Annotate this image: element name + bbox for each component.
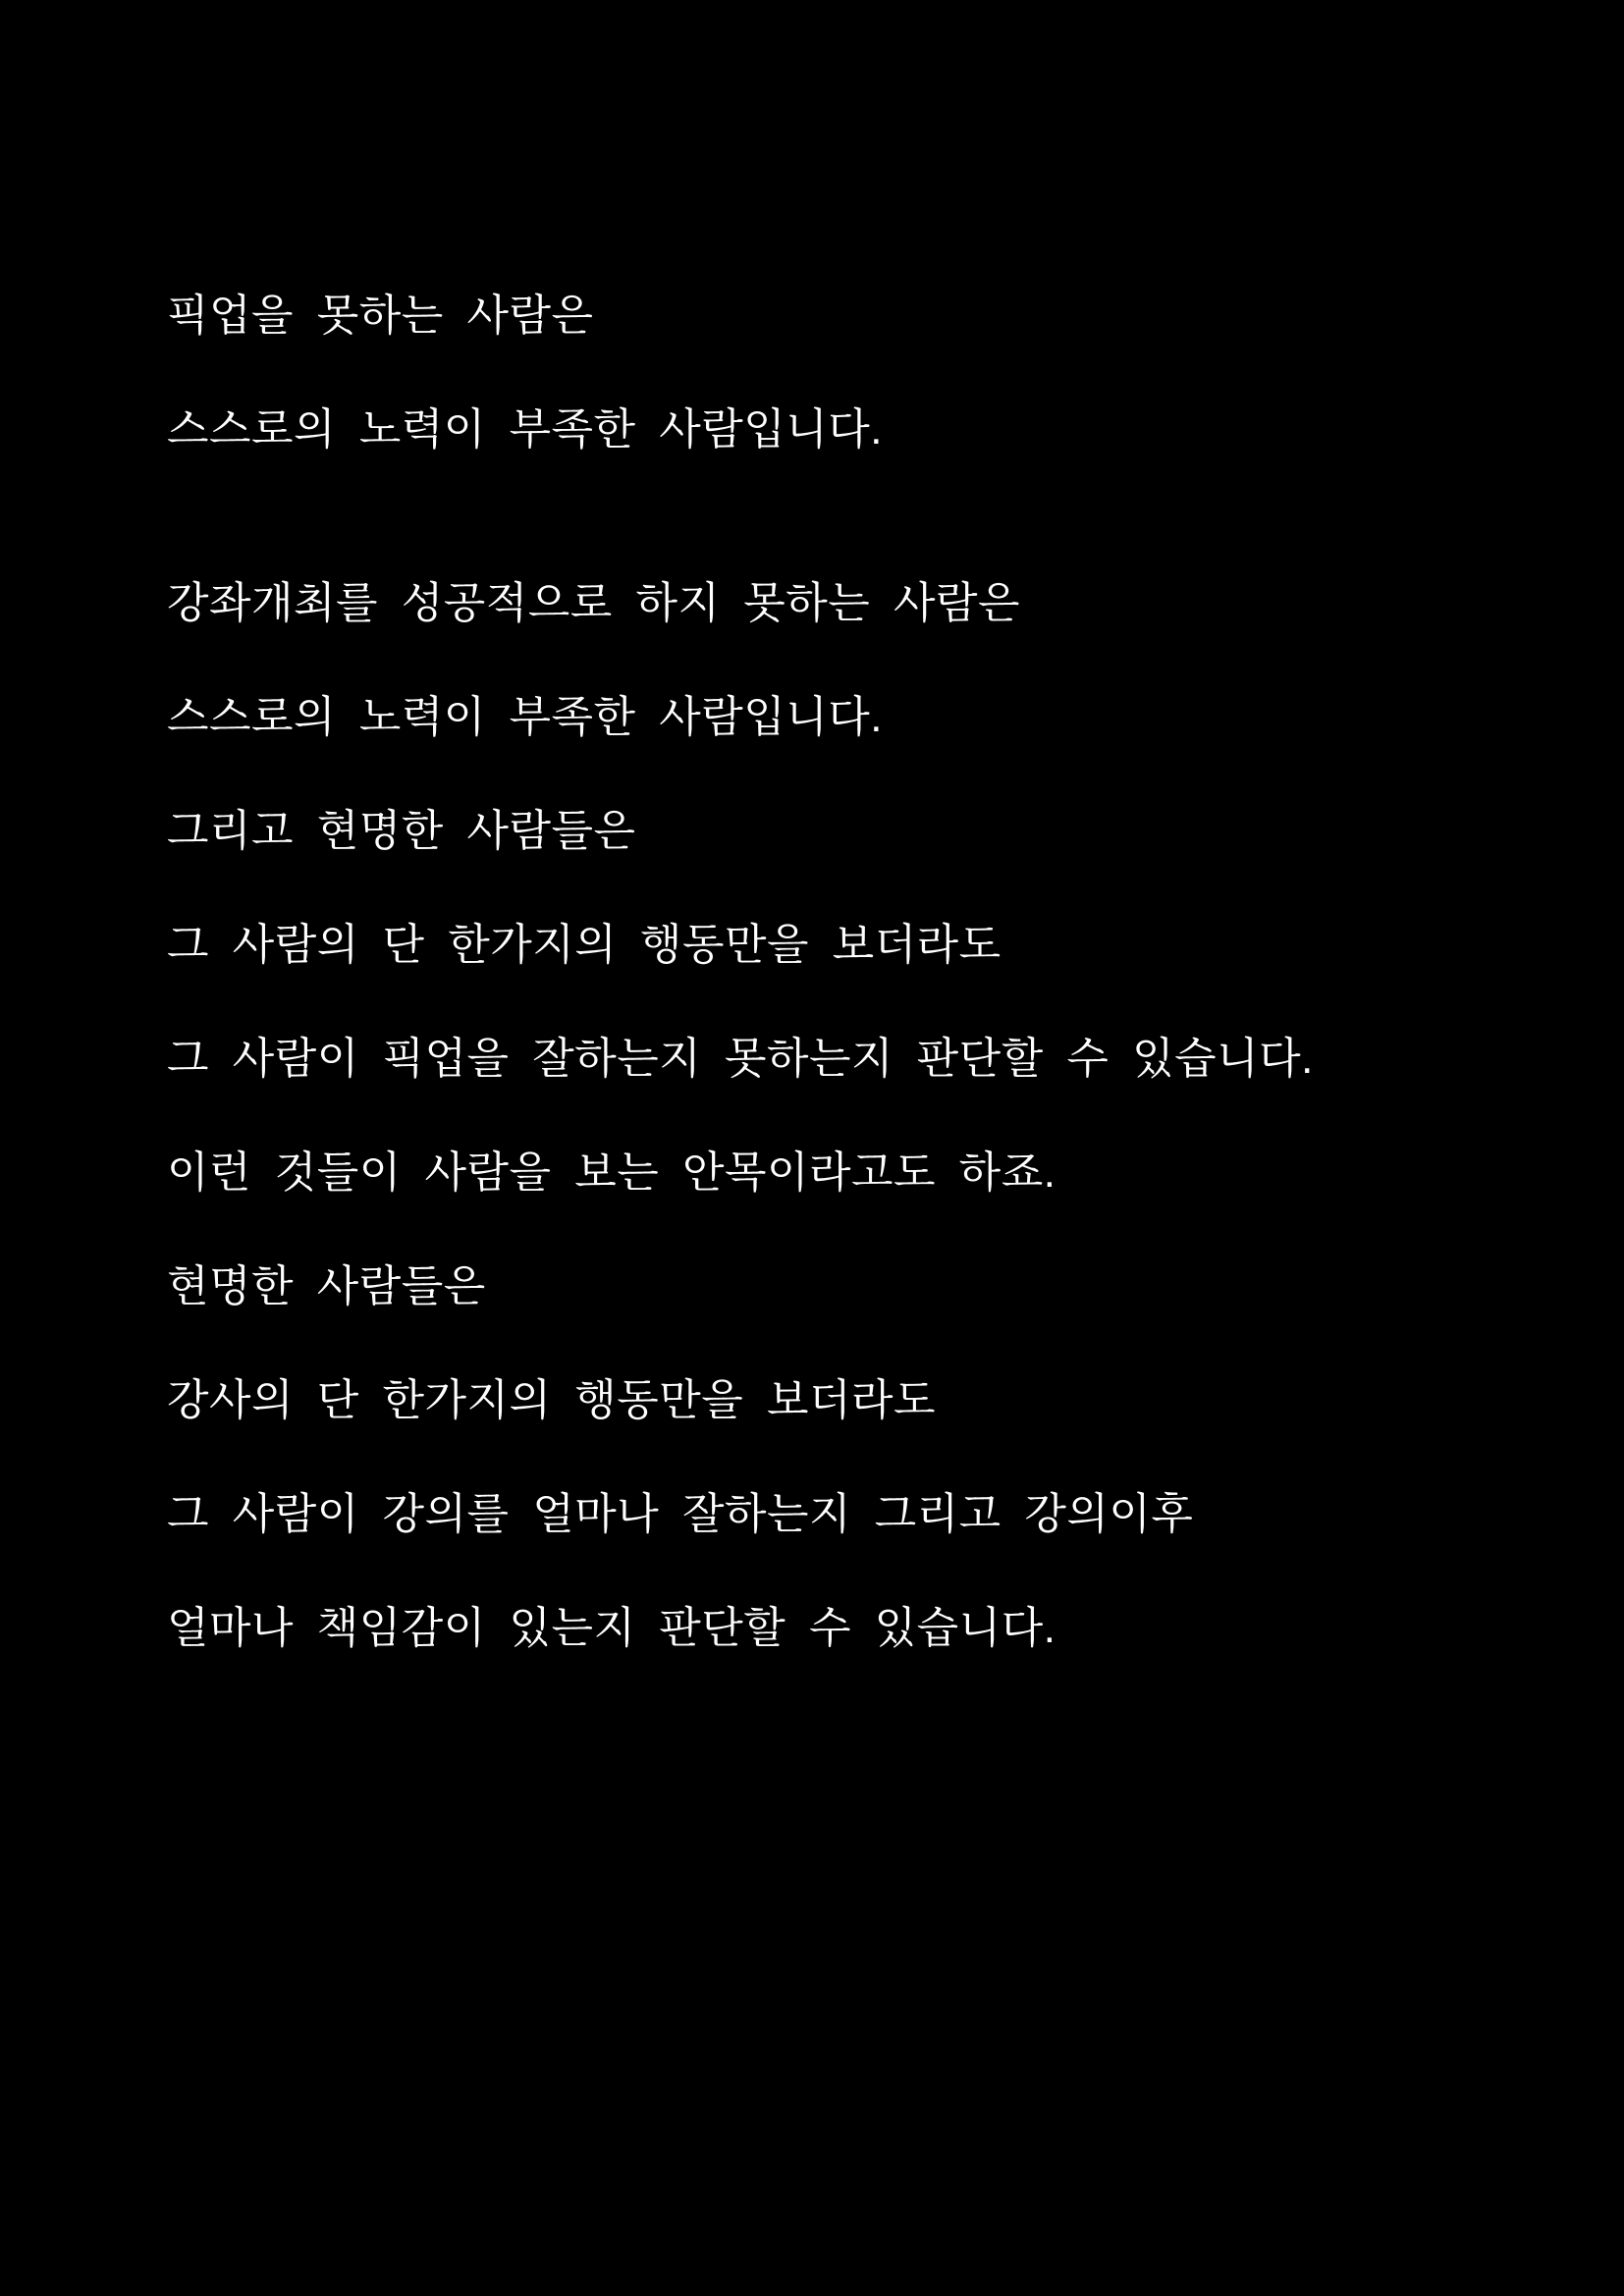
paragraph-lecture (167, 547, 1565, 1685)
text-line: 스스로의 노력이 부족한 사람입니다. (167, 693, 883, 741)
text-line: 그 사람이 강의를 얼마나 잘하는지 그리고 강의이후 (167, 1490, 1194, 1538)
paragraph-pickup (167, 259, 1565, 487)
text-line: 그리고 현명한 사람들은 (167, 807, 636, 855)
text-line: 스스로의 노력이 부족한 사람입니다. (167, 405, 883, 454)
text-line: 픽업을 못하는 사람은 (167, 292, 594, 340)
text-line: 그 사람의 단 한가지의 행동만을 보더라도 (167, 921, 1001, 969)
text-line: 강좌개최를 성공적으로 하지 못하는 사람은 (167, 579, 1020, 627)
text-line: 이런 것들이 사람을 보는 안목이라고도 하죠. (167, 1148, 1056, 1197)
text-line: 현명한 사람들은 (167, 1262, 486, 1310)
text-line: 강사의 단 한가지의 행동만을 보더라도 (167, 1376, 936, 1424)
text-line: 얼마나 책임감이 있는지 판단할 수 있습니다. (167, 1604, 1056, 1652)
text-line: 그 사람이 픽업을 잘하는지 못하는지 판단할 수 있습니다. (167, 1035, 1314, 1083)
